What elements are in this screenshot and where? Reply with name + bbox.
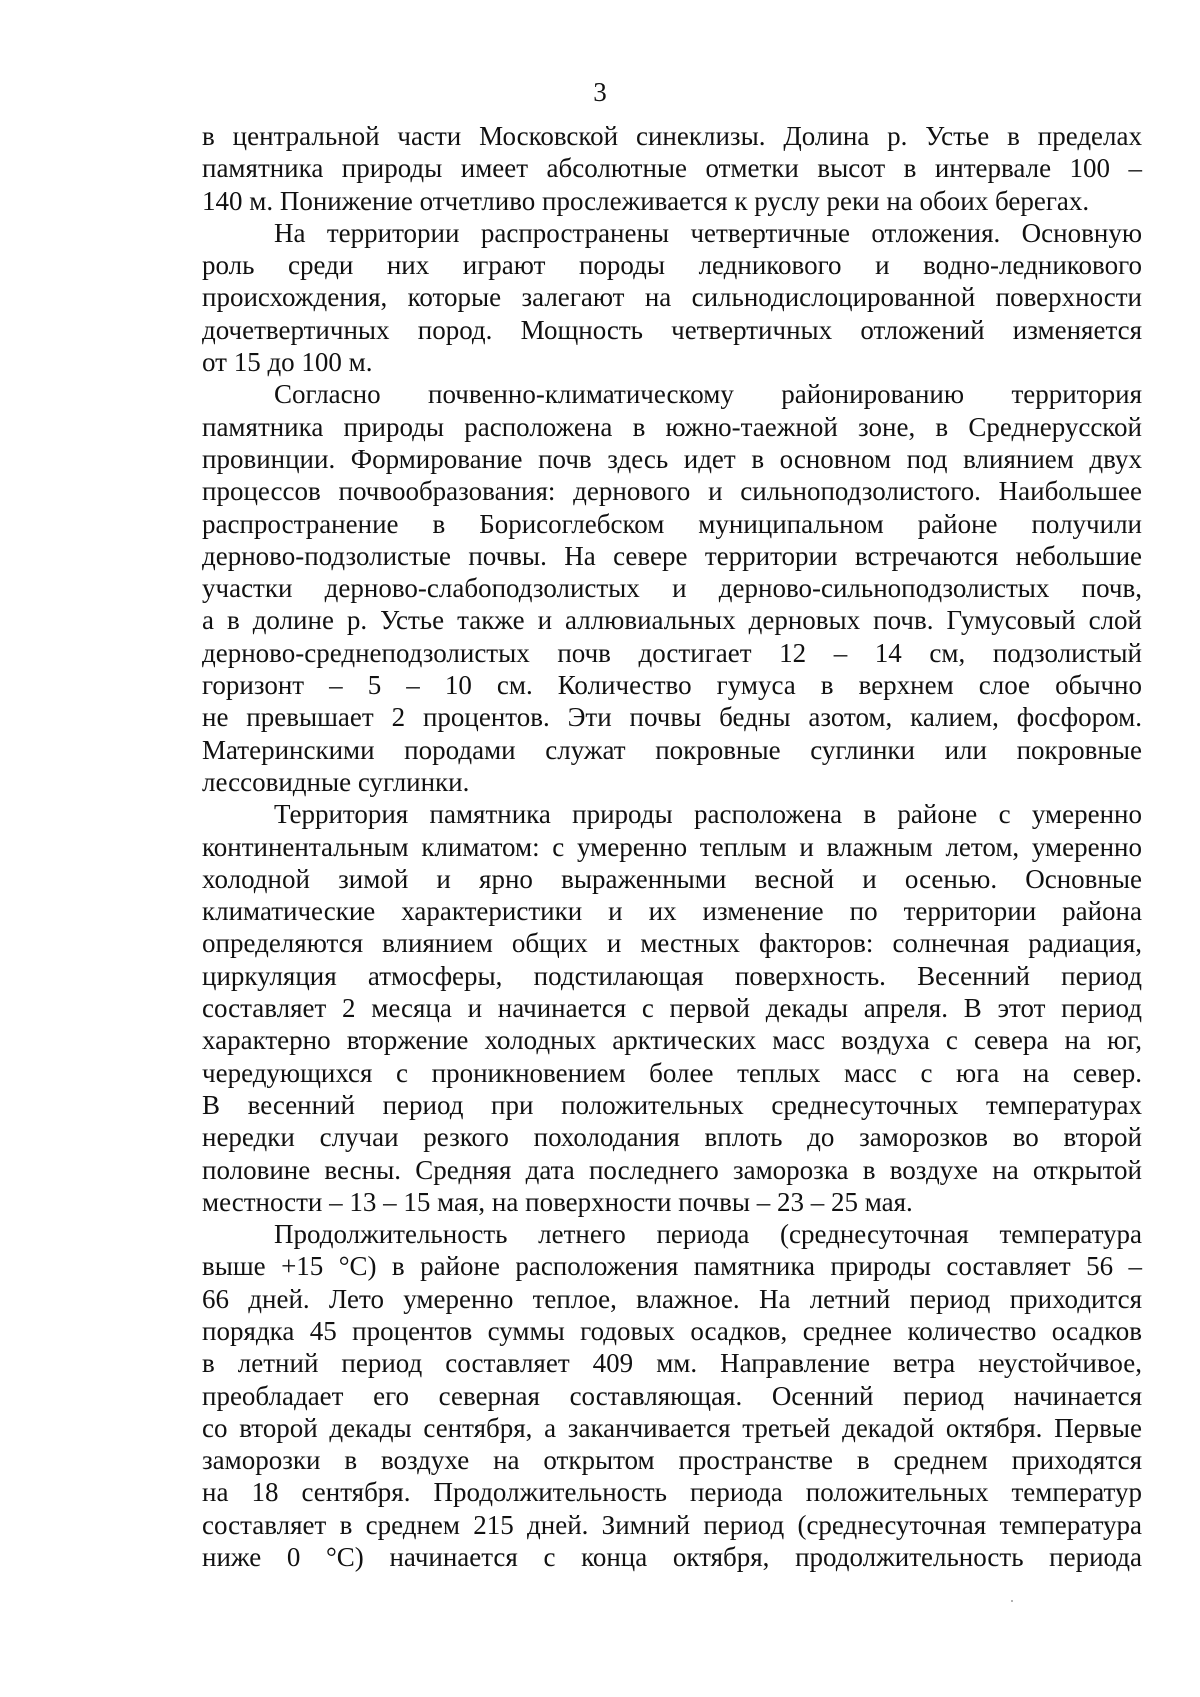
text-line: Согласно почвенно-климатическому районированию территория [274, 379, 1142, 410]
text-line: в центральной части Московской синеклизы. Долина р. Устье в пределах [202, 121, 1142, 151]
text-line: провинции. Формирование почв здесь идет в основном под влиянием двух [202, 443, 1142, 474]
text-line: преобладает его северная составляющая. Осенний период начинается [202, 1380, 1142, 1411]
text-line: дерново-среднеподзолистых почв достигает 12 – 14 см, подзолистый [202, 637, 1142, 668]
paragraph [202, 217, 1142, 378]
text-line: Территория памятника природы расположена в районе с умеренно [274, 799, 1142, 830]
text-line: памятника природы расположена в южно-таежной зоне, в Среднерусской [202, 411, 1142, 442]
text-line: чередующихся с проникновением более теплых масс с юга на север. [202, 1057, 1142, 1088]
text-line: в летний период составляет 409 мм. Направление ветра неустойчивое, [202, 1348, 1142, 1379]
text-line: местности – 13 – 15 мая, на поверхности почвы – 23 – 25 мая. [202, 1186, 913, 1217]
text-line: половине весны. Средняя дата последнего заморозка в воздухе на открытой [202, 1154, 1142, 1185]
text-line: Материнскими породами служат покровные суглинки или покровные [202, 734, 1142, 765]
text-line: климатические характеристики и их изменение по территории района [202, 896, 1142, 927]
text-line: На территории распространены четвертичные отложения. Основную [274, 217, 1142, 248]
scan-speck [1011, 1600, 1013, 1602]
text-line: со второй декады сентября, а заканчивается третьей декадой октября. Первые [202, 1412, 1142, 1443]
text-line: участки дерново-слабоподзолистых и дерново-сильноподзолистых почв, [202, 573, 1142, 604]
text-line: заморозки в воздухе на открытом пространстве в среднем приходятся [202, 1445, 1142, 1476]
text-line: 66 дней. Лето умеренно теплое, влажное. На летний период приходится [202, 1283, 1142, 1314]
text-line: холодной зимой и ярно выраженными весной и осенью. Основные [202, 863, 1142, 894]
text-line: нередки случаи резкого похолодания вплоть до заморозков во второй [202, 1122, 1142, 1153]
text-line: памятника природы имеет абсолютные отметки высот в интервале 100 – [202, 153, 1142, 184]
paragraph [202, 798, 1142, 1218]
text-line: дочетвертичных пород. Мощность четвертичных отложений изменяется [202, 314, 1142, 345]
text-line: происхождения, которые залегают на сильнодислоцированной поверхности [202, 282, 1142, 313]
text-line: не превышает 2 процентов. Эти почвы бедны азотом, калием, фосфором. [202, 702, 1142, 733]
text-line: континентальным климатом: с умеренно теплым и влажным летом, умеренно [202, 831, 1142, 862]
text-line: 140 м. Понижение отчетливо прослеживается к руслу реки на обоих берегах. [202, 185, 1090, 216]
text-line: выше +15 °С) в районе расположения памятника природы составляет 56 – [202, 1251, 1142, 1282]
text-line: роль среди них играют породы ледникового и водно-ледникового [202, 250, 1142, 281]
text-line: Продолжительность летнего периода (среднесуточная температура [274, 1219, 1142, 1250]
page-number: 3 [593, 77, 607, 107]
text-line: порядка 45 процентов суммы годовых осадков, среднее количество осадков [202, 1315, 1142, 1346]
text-line: лессовидные суглинки. [202, 766, 470, 797]
text-line: ниже 0 °С) начинается с конца октября, продолжительность периода [202, 1542, 1142, 1573]
body-text [202, 120, 1142, 1573]
text-line: а в долине р. Устье также и аллювиальных дерновых почв. Гумусовый слой [202, 605, 1142, 636]
paragraph [202, 378, 1142, 798]
text-line: на 18 сентября. Продолжительность периода положительных температур [202, 1477, 1142, 1508]
text-line: составляет 2 месяца и начинается с первой декады апреля. В этот период [202, 993, 1142, 1024]
text-line: составляет в среднем 215 дней. Зимний период (среднесуточная температура [202, 1509, 1142, 1540]
text-line: определяются влиянием общих и местных факторов: солнечная радиация, [202, 928, 1142, 959]
text-line: циркуляция атмосферы, подстилающая поверхность. Весенний период [202, 960, 1142, 991]
paragraph [202, 1218, 1142, 1573]
text-line: дерново-подзолистые почвы. На севере территории встречаются небольшие [202, 540, 1142, 571]
text-line: В весенний период при положительных среднесуточных температурах [202, 1089, 1142, 1120]
text-line: от 15 до 100 м. [202, 347, 373, 378]
text-line: горизонт – 5 – 10 см. Количество гумуса в верхнем слое обычно [202, 670, 1142, 701]
paragraph [202, 120, 1142, 217]
text-line: распространение в Борисоглебском муниципальном районе получили [202, 508, 1142, 539]
text-line: процессов почвообразования: дернового и сильноподзолистого. Наибольшее [202, 476, 1142, 507]
text-line: характерно вторжение холодных арктических масс воздуха с севера на юг, [202, 1025, 1142, 1056]
